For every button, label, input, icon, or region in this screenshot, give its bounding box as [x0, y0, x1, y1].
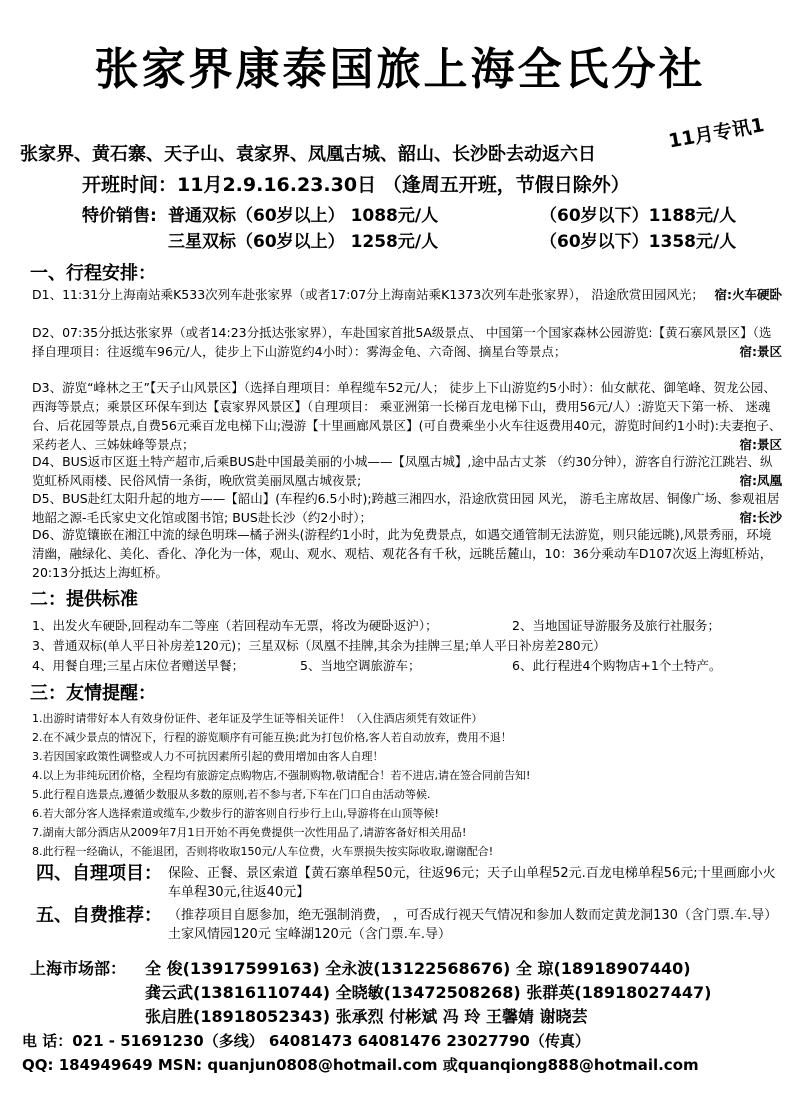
standard-item-1: 1、出发火车硬卧,回程动车二等座（若回程动车无票，将改为硬卧返沪）； — [32, 618, 438, 633]
tip-item-4: 4.以上为非纯玩团价格，全程均有旅游定点购物店,不强制购物,敬请配合！若不进店,请在签合同前告知! — [32, 769, 531, 782]
recommend-text: （推荐项目自愿参加，绝无强制消费， ，可否成行视天气情况和参加人数而定黄龙洞130（含门票.车.导） 土家风情园120元 宝峰湖120元（含门票.车.导） — [168, 908, 778, 942]
standard-item-3: 3、普通双标(单人平日补房差120元)；三星双标（凤凰不挂牌,其余为挂牌三星;单人平日补房差280元） — [32, 638, 606, 653]
phone-line: 电 话：021 - 51691230（多线） 64081473 64081476 23027790（传真） — [22, 1032, 590, 1050]
price-3star-60plus: 三星双标（60岁以上） 1258元/人 — [168, 232, 439, 252]
price-standard-60plus: 普通双标（60岁以上） 1088元/人 — [168, 206, 439, 226]
standard-item-6: 6、此行程进4个购物店+1个土特产。 — [512, 658, 722, 673]
price-standard-under60: （60岁以下）1188元/人 — [540, 206, 737, 226]
contacts-line-3: 张启胜(18918052343) 张承烈 付彬斌 冯 玲 王馨婧 谢晓芸 — [145, 1007, 588, 1026]
itinerary-heading: 一、行程安排： — [30, 263, 156, 284]
day-text: D1、11:31分上海南站乘K533次列车赴张家界（或者17:07分上海南站乘K1373次列车赴张家界）， 沿途欣赏田园风光； — [32, 287, 704, 302]
day-stay: 宿:长沙 — [739, 510, 782, 525]
tip-item-6: 6.若大部分客人选择索道或缆车,少数步行的游客则自行步行上山,导游将在山顶等候! — [32, 807, 439, 820]
self-pay-text: 保险、正餐、景区索道【黄石寨单程50元，往返96元；天子山单程52元.百龙电梯单程56元;十里画廊小火车单程30元,往返40元】 — [168, 866, 776, 900]
standard-item-5: 5、当地空调旅游车； — [300, 658, 421, 673]
recommend-heading: 五、自费推荐： — [36, 905, 162, 926]
standard-item-4: 4、用餐自理;三星占床位者赠送早餐； — [32, 658, 245, 673]
day-stay: 宿:凤凰 — [739, 473, 782, 488]
day-text: D3、游览“峰林之王”【天子山风景区】（选择自理项目：单程缆车52元/人； 徒步上下山游览约5小时）：仙女献花、御笔峰、贺龙公园、西海等景点；乘景区环保车到达【袁家界风景区】（自理项目： 乘亚洲第一长梯百龙电梯下山，费用56元/人）:游览天下第一桥、 迷魂台、后花园等景点,自费56元乘百龙电梯下山;漫游【十里画廊风景区】(可自费乘坐小火车往返费用40元，游览时间约1小时):夫妻抱子、采药老人、三姊妹峰等景点； — [32, 380, 782, 452]
tip-item-2: 2.在不减少景点的情况下，行程的游览顺序有可能互换;此为打包价格,客人若自动放弃，费用不退！ — [32, 731, 512, 744]
day-text: D5、BUS赴红太阳升起的地方——【韶山】(车程约6.5小时);跨越三湘四水，沿途欣赏田园 风光， 游毛主席故居、铜像广场、参观祖居地韶之源-毛氏家史文化馆或图书馆; BUS赴长沙（约2小时）； — [32, 491, 780, 525]
self-pay-heading: 四、自理项目： — [36, 863, 162, 884]
itinerary-day-3 — [32, 378, 782, 454]
day-text: D6、游览镶嵌在湘江中流的绿色明珠—橘子洲头(游程约1小时，此为免费景点，如遇交通管制无法游览，则只能远眺),风景秀丽，环境清幽，融绿化、美化、香化、净化为一体，观山、观水、观桔、观花各有千秋，远眺岳麓山，10：36分乘动车D107次返上海虹桥站，20:13分抵达上海虹桥。 — [32, 527, 773, 580]
contacts-line-1: 全 俊(13917599163) 全永波(13122568676) 全 琼(18918907440) — [145, 959, 691, 978]
itinerary-day-1 — [32, 285, 782, 304]
schedule-line: 开班时间：11月2.9.16.23.30日 （逢周五开班，节假日除外） — [82, 174, 630, 196]
standards-heading: 二：提供标准 — [30, 589, 138, 610]
standard-item-2: 2、当地国证导游服务及旅行社服务； — [512, 618, 720, 633]
day-stay: 宿:景区 — [739, 344, 782, 359]
route-line: 张家界、黄石寨、天子山、袁家界、凤凰古城、韶山、长沙卧去动返六日 — [20, 144, 596, 165]
contacts-label: 上海市场部： — [30, 959, 127, 978]
contacts-line-2: 龚云武(13816110744) 全晓敏(13472508268) 张群英(18918027447) — [145, 983, 712, 1002]
itinerary-day-6 — [32, 525, 782, 582]
day-stay: 宿:火车硬卧 — [714, 287, 782, 302]
day-text: D4、BUS返市区逛土特产超市,后乘BUS赴中国最美丽的小城——【凤凰古城】,途中品古丈茶 （约30分钟），游客自行游沱江跳岩、纵览虹桥风雨楼、民俗风情一条街，晚欣赏美丽凤凰古城夜景; — [32, 454, 773, 488]
tip-item-5: 5.此行程自选景点,遵循少数服从多数的原则,若不参与者,下车在门口自由活动等候. — [32, 788, 431, 801]
qq-msn-line: QQ: 184949649 MSN: quanjun0808@hotmail.com 或quanqiong888@hotmail.com — [22, 1056, 699, 1074]
itinerary-day-4 — [32, 452, 782, 490]
tip-item-7: 7.湖南大部分酒店从2009年7月1日开始不再免费提供一次性用品了,请游客备好相关用品! — [32, 826, 467, 839]
tip-item-3: 3.若因国家政策性调整或人力不可抗因素所引起的费用增加由客人自理！ — [32, 750, 384, 763]
page-title: 张家界康泰国旅上海全氏分社 — [94, 44, 706, 95]
itinerary-day-5 — [32, 489, 782, 527]
pricing-label: 特价销售: — [82, 206, 157, 226]
tips-heading: 三：友情提醒： — [30, 683, 156, 704]
special-edition-label: 11月专讯1 — [667, 114, 767, 153]
itinerary-day-2 — [32, 323, 782, 361]
tip-item-8: 8.此行程一经确认，不能退团，否则将收取150元/人车位费，火车票损失按实际收取,谢谢配合! — [32, 845, 494, 858]
day-stay: 宿:景区 — [739, 437, 782, 452]
day-text: D2、07:35分抵达张家界（或者14:23分抵达张家界），车赴国家首批5A级景点、 中国第一个国家森林公园游览:【黄石寨风景区】（选择自理项目：往返缆车96元/人，徒步上下山游览约4小时）：雾海金龟、六奇阁、摘星台等景点； — [32, 325, 772, 359]
tip-item-1: 1.出游时请带好本人有效身份证件、老年证及学生证等相关证件！（入住酒店须凭有效证件） — [32, 712, 483, 725]
price-3star-under60: （60岁以下）1358元/人 — [540, 232, 737, 252]
